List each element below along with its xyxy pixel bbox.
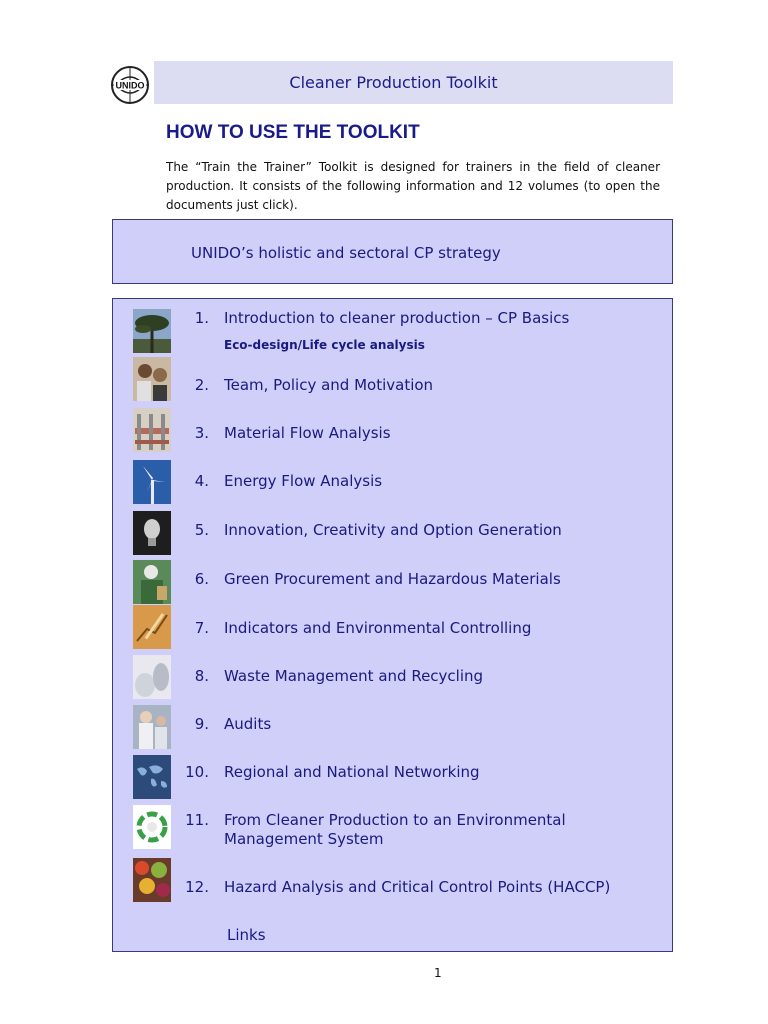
- links-link[interactable]: Links: [227, 926, 266, 944]
- volume-10-link[interactable]: [113, 755, 672, 799]
- volume-8-link[interactable]: [113, 655, 672, 699]
- wind-turbine-photo-icon: [133, 460, 171, 504]
- document-title: Cleaner Production Toolkit: [289, 73, 498, 92]
- intro-paragraph: The “Train the Trainer” Toolkit is designed for trainers in the field of cleaner production. It consists of the following information and 12 volumes (to open the documents just click).: [166, 160, 660, 212]
- volume-3-link[interactable]: [113, 408, 672, 452]
- volume-number: 12.: [185, 878, 209, 896]
- volume-title: Introduction to cleaner production – CP Basics: [224, 309, 570, 327]
- page-heading: HOW TO USE THE TOOLKIT: [166, 122, 420, 143]
- unido-logo: [110, 65, 150, 105]
- volume-number: 10.: [185, 763, 209, 781]
- logo-text: UNIDO: [115, 80, 145, 91]
- volume-title: Green Procurement and Hazardous Materials: [224, 570, 561, 588]
- volume-title: Waste Management and Recycling: [224, 667, 484, 685]
- strategy-box: [112, 219, 673, 284]
- volume-2-link[interactable]: [113, 357, 672, 401]
- volume-number: 5.: [194, 521, 209, 539]
- volume-number: 7.: [194, 619, 209, 637]
- volume-title: Indicators and Environmental Controlling: [224, 619, 532, 637]
- unido-emblem-icon: [110, 65, 150, 105]
- light-bulb-photo-icon: [133, 511, 171, 555]
- volume-number: 6.: [194, 570, 209, 588]
- team-photo-icon: [133, 357, 171, 401]
- world-map-photo-icon: [133, 755, 171, 799]
- volume-title: Material Flow Analysis: [224, 424, 391, 442]
- volume-title: From Cleaner Production to an Environmental Management System: [224, 811, 566, 848]
- strategy-link[interactable]: UNIDO’s holistic and sectoral CP strategy: [191, 244, 501, 262]
- volume-number: 8.: [194, 667, 209, 685]
- volume-subtitle[interactable]: Eco-design/Life cycle analysis: [224, 338, 425, 352]
- volume-number: 4.: [194, 472, 209, 490]
- page-number: 1: [434, 966, 442, 980]
- volume-12-link[interactable]: [113, 858, 672, 902]
- chart-photo-icon: [133, 605, 171, 649]
- waste-photo-icon: [133, 655, 171, 699]
- auditors-photo-icon: [133, 705, 171, 749]
- volumes-box: [112, 298, 673, 952]
- volume-number: 1.: [194, 309, 209, 327]
- volume-title: Regional and National Networking: [224, 763, 480, 781]
- volume-title: Hazard Analysis and Critical Control Points (HACCP): [224, 878, 611, 896]
- factory-photo-icon: [133, 408, 171, 452]
- volume-number: 9.: [194, 715, 209, 733]
- volume-title: Audits: [224, 715, 272, 733]
- volume-title: Innovation, Creativity and Option Generation: [224, 521, 562, 539]
- volume-5-link[interactable]: [113, 511, 672, 555]
- volume-6-link[interactable]: [113, 560, 672, 604]
- volume-number: 3.: [194, 424, 209, 442]
- cycle-diagram-icon: [133, 805, 171, 849]
- volume-9-link[interactable]: [113, 705, 672, 749]
- worker-photo-icon: [133, 560, 171, 604]
- header-bar: [154, 61, 673, 104]
- volume-7-link[interactable]: [113, 605, 672, 649]
- volume-number: 2.: [194, 376, 209, 394]
- volume-11-link[interactable]: [113, 805, 672, 849]
- volume-number: 11.: [185, 811, 209, 829]
- food-photo-icon: [133, 858, 171, 902]
- tree-photo-icon: [133, 309, 171, 353]
- volume-1-link[interactable]: [113, 309, 672, 353]
- volume-title: Team, Policy and Motivation: [224, 376, 434, 394]
- volume-4-link[interactable]: [113, 460, 672, 504]
- volume-title: Energy Flow Analysis: [224, 472, 383, 490]
